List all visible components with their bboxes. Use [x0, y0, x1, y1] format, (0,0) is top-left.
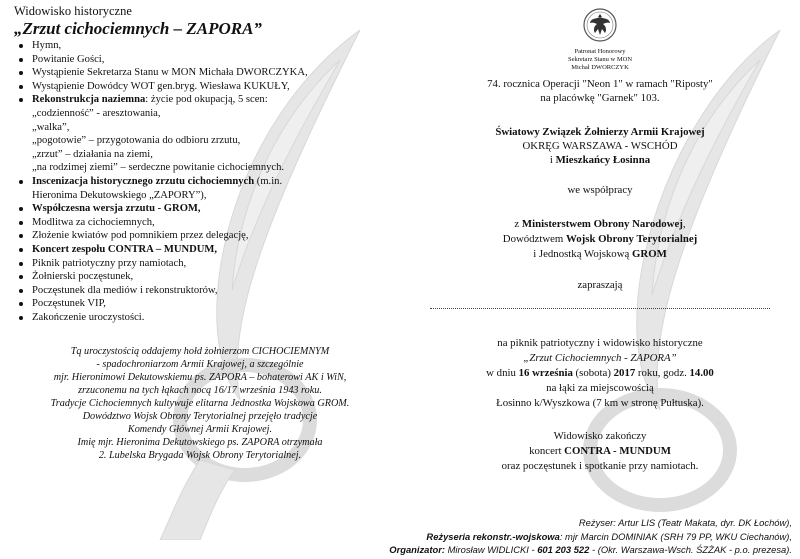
- tribute-line: Dowództwo Wojsk Obrony Terytorialnej przejęło tradycje: [82, 411, 318, 422]
- text-run: koncert: [529, 445, 565, 457]
- patronage-line: Patronat Honorowy: [574, 48, 626, 55]
- text-run: Ministerstwem Obrony Narodowej: [521, 218, 683, 230]
- program-item: [32, 297, 386, 311]
- text-run: 16 września: [518, 367, 573, 379]
- text-run: - (Okr. Warszawa-Wsch. ŚZŻAK - p.o. prezesa).: [589, 544, 792, 556]
- invitation-line: [400, 430, 800, 443]
- invitation-line: [400, 352, 800, 365]
- text-run: (m.in.: [254, 175, 283, 187]
- tribute-line: Komendy Głównej Armii Krajowej.: [127, 423, 273, 435]
- program-item: [32, 202, 386, 216]
- text-run: na placówkę "Garnek" 103.: [540, 92, 660, 104]
- program-item: [32, 257, 386, 271]
- tribute-line: zrzuconemu na tych łąkach nocą 16/17 września 1943 roku.: [78, 385, 322, 397]
- patronage-line: Sekretarz Stanu w MON: [567, 56, 633, 63]
- tribute-line: mjr. Hieronimowi Dekutowskiemu ps. ZAPORA – bohaterowi AK i WiN,: [53, 372, 347, 384]
- text-run: 601 203 522: [537, 544, 590, 556]
- program-item: [32, 229, 386, 243]
- text-run: na łąki za miejscowością: [546, 382, 654, 394]
- text-run: „walka”,: [32, 121, 70, 133]
- program-subtitle: „Zrzut cichociemnych – ZAPORA”: [14, 19, 262, 38]
- text-run: oraz poczęstunek i spotkanie przy namiotach.: [501, 460, 699, 472]
- text-run: i: [549, 154, 556, 166]
- program-title: Widowisko historyczne: [14, 4, 132, 18]
- text-run: Koncert zespołu CONTRA – MUNDUM,: [32, 243, 218, 255]
- invitation-line: [400, 382, 800, 395]
- text-run: Organizator:: [389, 544, 448, 556]
- patronage-line: Michał DWORCZYK: [571, 64, 629, 71]
- tribute-line: 2. Lubelska Brygada Wojsk Obrony Terytorialnej.: [98, 449, 302, 461]
- text-run: Żołnierski poczęstunek,: [32, 271, 134, 283]
- invitation-line: [400, 367, 800, 380]
- program-item: [32, 134, 386, 148]
- program-item: [32, 270, 386, 284]
- text-run: roku, godz.: [635, 367, 690, 379]
- invitation-line: [400, 92, 800, 105]
- invitation-line: [400, 154, 800, 167]
- text-run: Reżyseria rekonstr.-wojskowa: [426, 530, 560, 542]
- text-run: Wojsk Obrony Terytorialnej: [566, 233, 698, 245]
- text-run: ,: [682, 218, 686, 230]
- text-run: Hymn,: [32, 40, 62, 51]
- invitation-line: [400, 233, 800, 246]
- dotted-divider: [430, 308, 770, 309]
- text-run: Piknik patriotyczny przy namiotach,: [32, 257, 187, 269]
- tribute-text: [14, 346, 386, 462]
- text-run: i Jednostką Wojskową: [533, 248, 632, 260]
- text-run: „codzienność” - aresztowania,: [32, 107, 161, 119]
- text-run: OKRĘG WARSZAWA - WSCHÓD: [522, 140, 678, 152]
- text-run: Poczęstunek VIP,: [32, 298, 106, 310]
- text-run: zapraszają: [577, 279, 623, 291]
- tribute-line: Tq uroczystością oddajemy hołd żołnierzom CICHOCIEMNYM: [70, 346, 330, 358]
- text-run: na piknik patriotyczny i widowisko historyczne: [497, 337, 703, 349]
- text-run: Widowisko zakończy: [553, 430, 647, 442]
- text-run: Reżyser: Artur LIS (Teatr Makata, dyr. DK Łochów),: [578, 517, 792, 528]
- tribute-line: Imię mjr. Hieronima Dekutowskiego ps. ZAPORA otrzymała: [77, 436, 323, 448]
- text-run: Światowy Związek Żołnierzy Armii Krajowej: [495, 126, 705, 138]
- program-item: [32, 93, 386, 107]
- text-run: „pogotowie” – przygotowania do odbioru zrzutu,: [32, 135, 241, 147]
- program-item: [32, 284, 386, 298]
- invitation-line: [400, 460, 800, 473]
- text-run: Inscenizacja historycznego zrzutu cichociemnych: [32, 175, 255, 187]
- text-run: Współczesna wersja zrzutu - GROM,: [32, 203, 201, 215]
- text-run: Mirosław WIDLICKI -: [447, 544, 538, 556]
- program-item: [32, 107, 386, 121]
- program-item: [32, 121, 386, 135]
- program-item: [32, 189, 386, 203]
- credit-line: [389, 530, 792, 544]
- text-run: we współpracy: [567, 184, 633, 196]
- text-run: Powitanie Gości,: [32, 53, 105, 65]
- text-run: GROM: [632, 248, 667, 260]
- program-item: [32, 216, 386, 230]
- invitation-line: [400, 397, 800, 410]
- text-run: 74. rocznica Operacji "Neon 1" w ramach "Riposty": [487, 78, 713, 90]
- text-run: Zakończenie uroczystości.: [32, 311, 145, 323]
- program-item: [32, 66, 386, 80]
- invitation-line: [400, 248, 800, 261]
- program-item: [32, 80, 386, 94]
- polish-eagle-emblem-icon: [583, 5, 617, 45]
- program-item: [32, 39, 386, 53]
- text-run: : życie pod okupacją, 5 scen:: [145, 94, 268, 106]
- invitation-line: [400, 184, 800, 197]
- text-run: Wystąpienie Sekretarza Stanu w MON Michała DWORCZYKA,: [32, 67, 308, 79]
- text-run: z: [514, 218, 522, 230]
- text-run: 2017: [613, 367, 636, 379]
- text-run: Modlitwa za cichociemnych,: [32, 216, 155, 228]
- text-run: Wystąpienie Dowódcy WOT gen.bryg. Wiesława KUKUŁY,: [32, 80, 290, 92]
- text-run: Hieronima Dekutowskiego „ZAPORY”),: [32, 189, 207, 201]
- text-run: Mieszkańcy Łosinna: [555, 154, 651, 166]
- invitation-line: [400, 126, 800, 139]
- program-list: [14, 39, 386, 324]
- text-run: (sobota): [572, 367, 614, 379]
- tribute-line: Tradycje Cichociemnych kultywuje elitarna Jednostka Wojskowa GROM.: [50, 398, 350, 410]
- text-run: CONTRA - MUNDUM: [564, 445, 671, 457]
- tribute-line: - spadochroniarzom Armii Krajowej, a szczególnie: [96, 359, 304, 371]
- text-run: „zrzut” – działania na ziemi,: [32, 148, 153, 160]
- text-run: 14.00: [689, 367, 714, 379]
- invitation-line: [400, 140, 800, 153]
- program-column: [14, 4, 386, 463]
- invitation-line: [400, 218, 800, 231]
- text-run: Dowództwem: [502, 233, 567, 245]
- program-item: [32, 243, 386, 257]
- text-run: Rekonstrukcja naziemna: [32, 94, 146, 106]
- credit-line: [389, 516, 792, 530]
- invitation-line: [400, 78, 800, 91]
- invitation-line: [400, 337, 800, 350]
- text-run: „na rodzimej ziemi” – serdeczne powitanie cichociemnych.: [32, 162, 285, 174]
- invitation-line: [400, 445, 800, 458]
- program-item: [32, 148, 386, 162]
- text-run: w dniu: [486, 367, 519, 379]
- honorary-patronage: [500, 48, 700, 72]
- text-run: : mjr Marcin DOMINIAK (SRH 79 PP, WKU Ciechanów),: [559, 530, 792, 542]
- text-run: Łosinno k/Wyszkowa (7 km w stronę Pułtuska).: [496, 397, 704, 409]
- text-run: Złożenie kwiatów pod pomnikiem przez delegację,: [32, 230, 249, 242]
- invitation-line: [400, 279, 800, 292]
- program-item: [32, 161, 386, 175]
- credit-line: [389, 543, 792, 557]
- text-run: „Zrzut Cichociemnych - ZAPORA”: [523, 352, 677, 364]
- program-item: [32, 53, 386, 67]
- program-item: [32, 311, 386, 325]
- credits: [389, 516, 792, 557]
- program-item: [32, 175, 386, 189]
- text-run: Poczęstunek dla mediów i rekonstruktorów,: [32, 284, 218, 296]
